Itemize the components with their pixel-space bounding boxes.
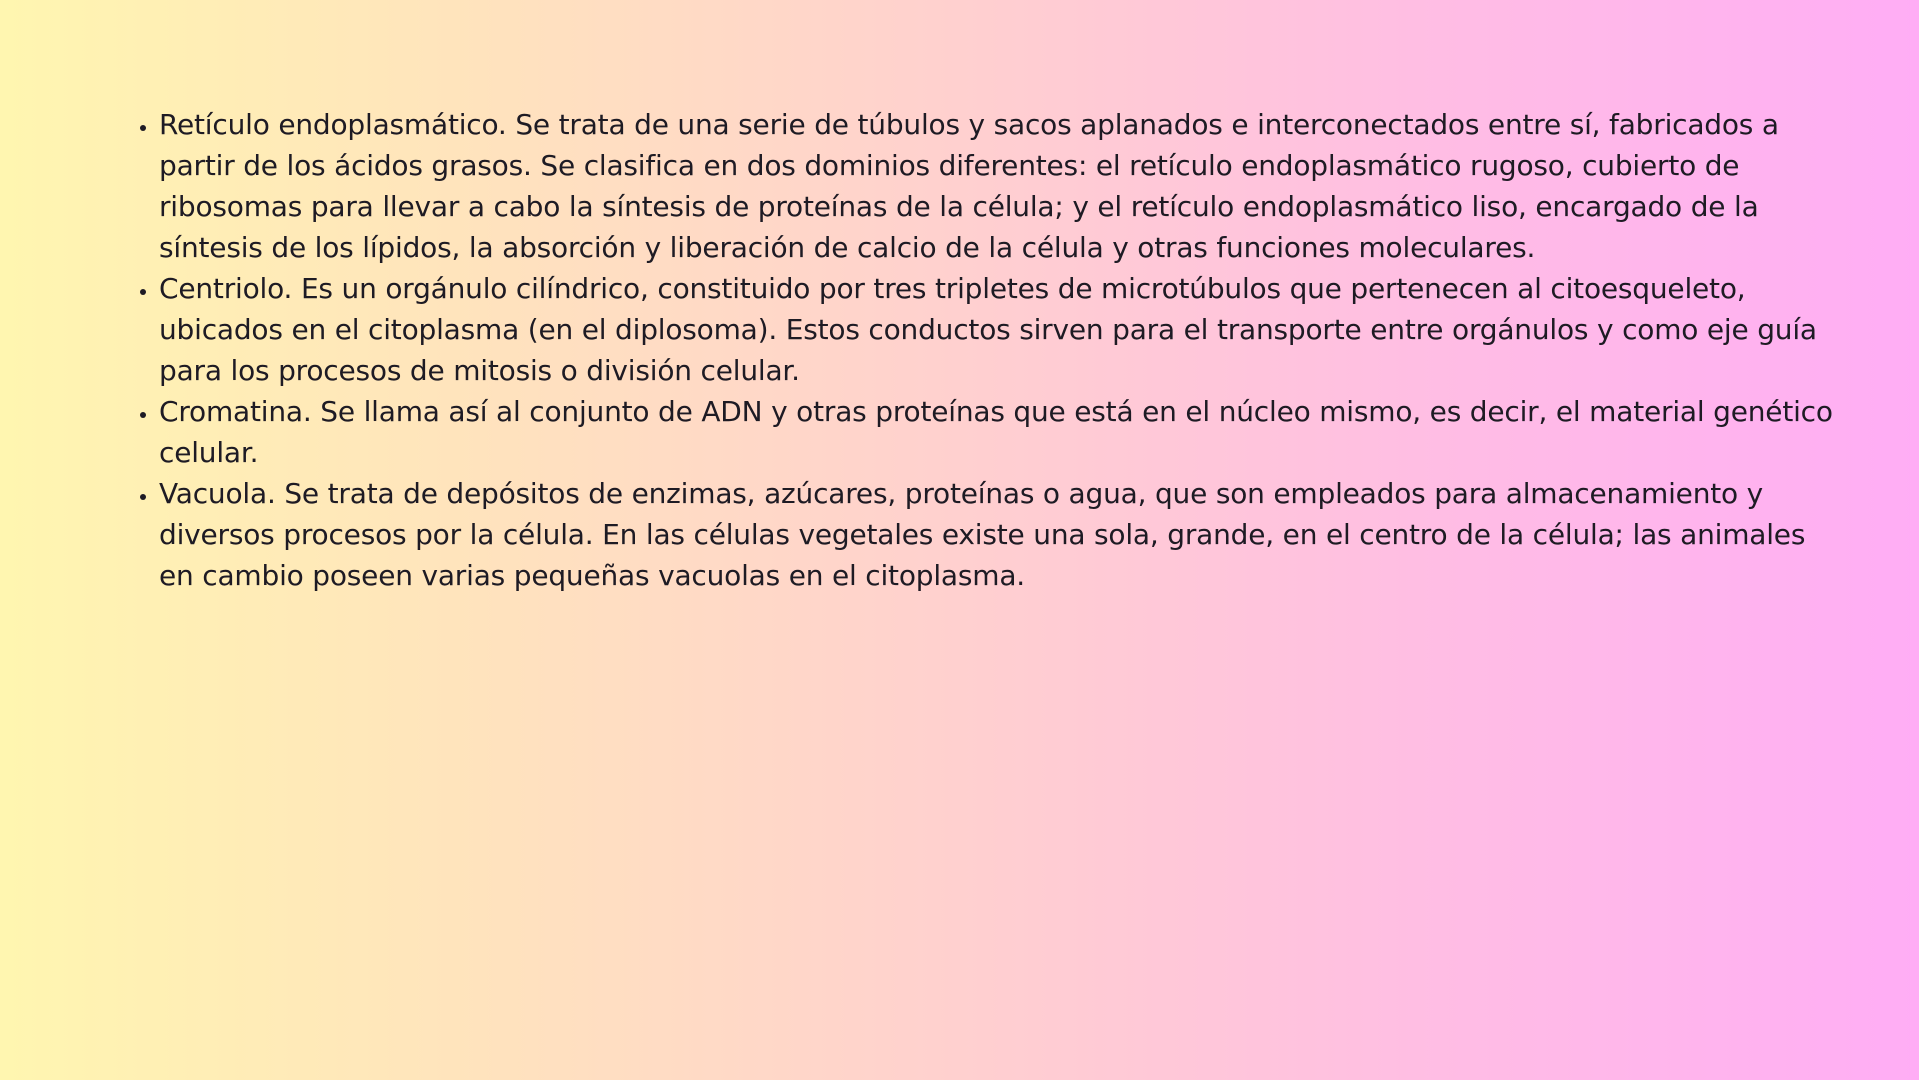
list-item-cromatina: • Cromatina. Se llama así al conjunto de ADN y otras proteínas que está en el núcleo mismo, es decir, el material genético celular. <box>159 391 1844 473</box>
list-item-centriolo: • Centriolo. Es un orgánulo cilíndrico, constituido por tres tripletes de microtúbulos que pertenecen al citoesqueleto, ubicados en el citoplasma (en el diplosoma). Estos conductos sirven para el transporte entre orgánulos y como eje guía para los procesos de mitosis o división celular. <box>159 268 1844 391</box>
list-item-reticulo: • Retículo endoplasmático. Se trata de una serie de túbulos y sacos aplanados e interconectados entre sí, fabricados a partir de los ácidos grasos. Se clasifica en dos dominios diferentes: el retículo endoplasmático rugoso, cubierto de ribosomas para llevar a cabo la síntesis de proteínas de la célula; y el retículo endoplasmático liso, encargado de la síntesis de los lípidos, la absorción y liberación de calcio de la célula y otras funciones moleculares. <box>159 104 1844 268</box>
bullet-list <box>130 104 1844 596</box>
list-item-vacuola: • Vacuola. Se trata de depósitos de enzimas, azúcares, proteínas o agua, que son empleados para almacenamiento y diversos procesos por la célula. En las células vegetales existe una sola, grande, en el centro de la célula; las animales en cambio poseen varias pequeñas vacuolas en el citoplasma. <box>159 473 1844 596</box>
